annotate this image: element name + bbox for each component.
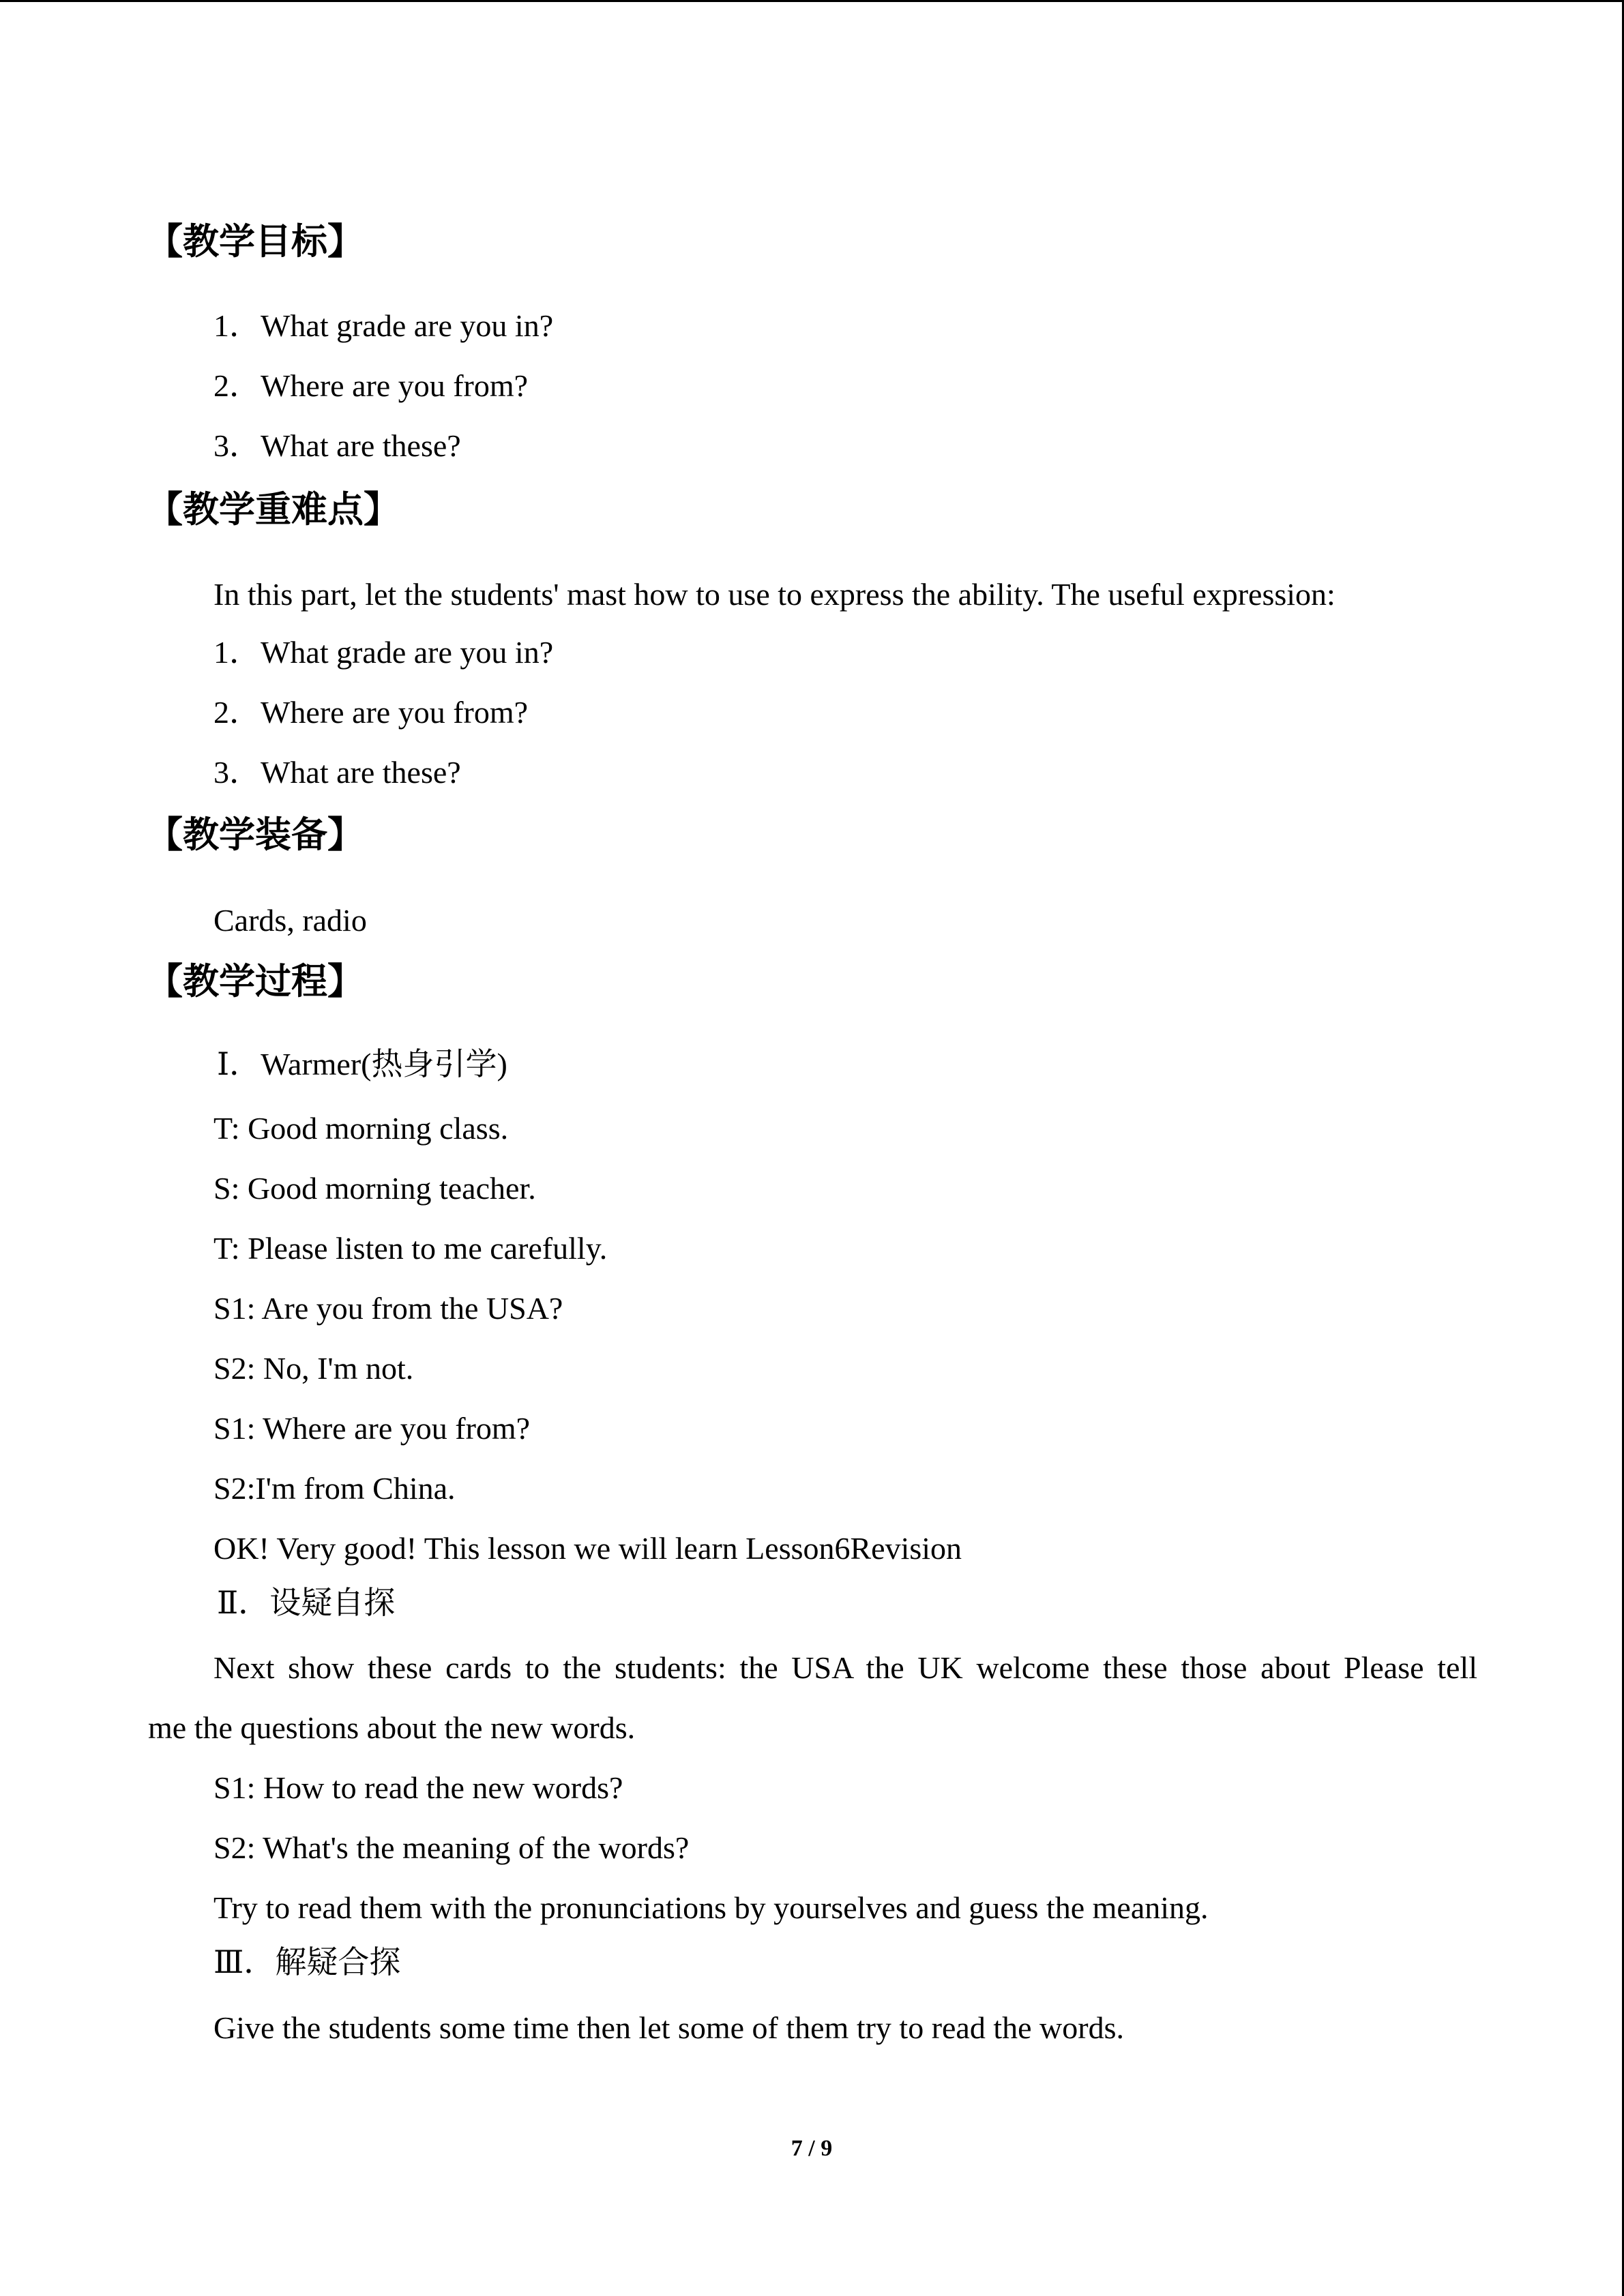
warmer-line: OK! Very good! This lesson we will learn Lesson6Revision	[213, 1531, 962, 1566]
equipment-text: Cards, radio	[213, 903, 367, 938]
warmer-line: S2: No, I'm not.	[213, 1351, 414, 1386]
section-3-line: Give the students some time then let some of them try to read the words.	[213, 2010, 1124, 2045]
key-points-intro: In this part, let the students' mast how to use to express the ability. The useful expression:	[213, 577, 1335, 612]
section-2-line: S1: How to read the new words?	[213, 1770, 623, 1805]
section-2-paragraph-line-1: Next show these cards to the students: the USA the UK welcome these those about Please tell	[213, 1650, 1477, 1685]
section-1-title: Ⅰ．Warmer(热身引学)	[217, 1047, 507, 1082]
objective-item-3: 3．What are these?	[213, 428, 461, 463]
warmer-line: S1: Where are you from?	[213, 1411, 531, 1446]
objective-item-1: 1．What grade are you in?	[213, 308, 554, 343]
heading-equipment: 【教学装备】	[147, 814, 364, 856]
section-2-title: Ⅱ．设疑自探	[217, 1585, 396, 1620]
warmer-line: T: Please listen to me carefully.	[213, 1231, 608, 1266]
warmer-line: T: Good morning class.	[213, 1111, 509, 1146]
warmer-line: S1: Are you from the USA?	[213, 1291, 563, 1326]
section-2-paragraph-line-2: me the questions about the new words.	[148, 1710, 636, 1745]
page-number: 7 / 9	[791, 2136, 833, 2161]
key-point-item-2: 2．Where are you from?	[213, 695, 529, 730]
section-2-line: Try to read them with the pronunciations by yourselves and guess the meaning.	[213, 1890, 1209, 1925]
key-point-item-3: 3．What are these?	[213, 755, 461, 790]
section-2-line: S2: What's the meaning of the words?	[213, 1830, 690, 1865]
heading-process: 【教学过程】	[147, 961, 364, 1002]
warmer-line: S2:I'm from China.	[213, 1471, 456, 1506]
warmer-line: S: Good morning teacher.	[213, 1171, 536, 1206]
heading-key-points: 【教学重难点】	[147, 489, 400, 531]
key-point-item-1: 1．What grade are you in?	[213, 635, 554, 670]
heading-objectives: 【教学目标】	[147, 221, 364, 263]
objective-item-2: 2．Where are you from?	[213, 368, 529, 403]
section-3-title: Ⅲ．解疑合探	[213, 1945, 401, 1980]
